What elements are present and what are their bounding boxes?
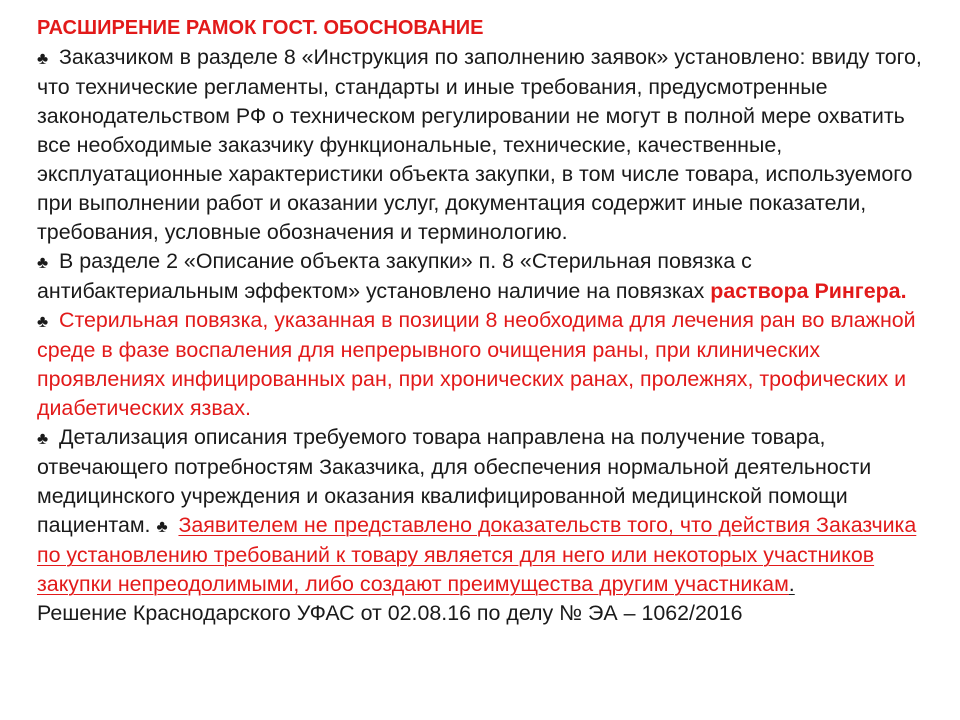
club-bullet-icon: ♣ [37,312,49,331]
underlined-period: . [788,572,795,596]
slide-title: РАСШИРЕНИЕ РАМОК ГОСТ. ОБОСНОВАНИЕ [37,17,484,39]
club-bullet-icon: ♣ [37,253,49,272]
paragraph-detailing [37,423,937,599]
paragraph-text: Стерильная повязка, указанная в позиции 8 необходима для лечения ран во влажной среде в фазе воспаления для непрерывного очищения раны, при клинических проявлениях инфицированных ран, при хронических ранах, пролежнях, трофических и диабетических язвах. [37,308,916,420]
paragraph-text: Заказчиком в разделе 8 «Инструкция по заполнению заявок» установлено: ввиду того, что технические регламенты, стандарты и иные требования, предусмотренные законодательством РФ о техническом регулировании не могут в полной мере охватить все необходимые заказчику функциональные, технические, качественные, эксплуатационные характеристики объекта закупки, в том числе товара, используемого при выполнении работ и оказании услуг, документация содержит иные показатели, требования, условные обозначения и терминологию. [37,45,922,244]
highlight-ringer-solution: раствора Рингера. [710,279,907,303]
paragraph-text: Детализация описания требуемого товара направлена на получение товара, отвечающего потребностям Заказчика, для обеспечения нормальной деятельности медицинского учреждения и оказания квалифицированной медицинской помощи пациентам. [37,425,872,537]
club-bullet-icon: ♣ [37,49,49,68]
club-bullet-icon: ♣ [37,429,49,448]
club-bullet-icon: ♣ [156,517,168,536]
slide-content [37,14,937,628]
paragraph-procurement-description [37,247,937,306]
underlined-conclusion: Заявителем не представлено доказательств того, что действия Заказчика по установлению требований к товару является для него или некоторых участников закупки непреодолимыми, либо создают преимущества другим участникам [37,513,917,596]
decision-reference: Решение Краснодарского УФАС от 02.08.16 по делу № ЭА – 1062/2016 [37,601,743,625]
paragraph-customer-instruction [37,43,937,247]
paragraph-text: В разделе 2 «Описание объекта закупки» п. 8 «Стерильная повязка с антибактериальным эффектом» установлено наличие на повязках [37,249,752,303]
paragraph-sterile-dressing [37,306,937,423]
